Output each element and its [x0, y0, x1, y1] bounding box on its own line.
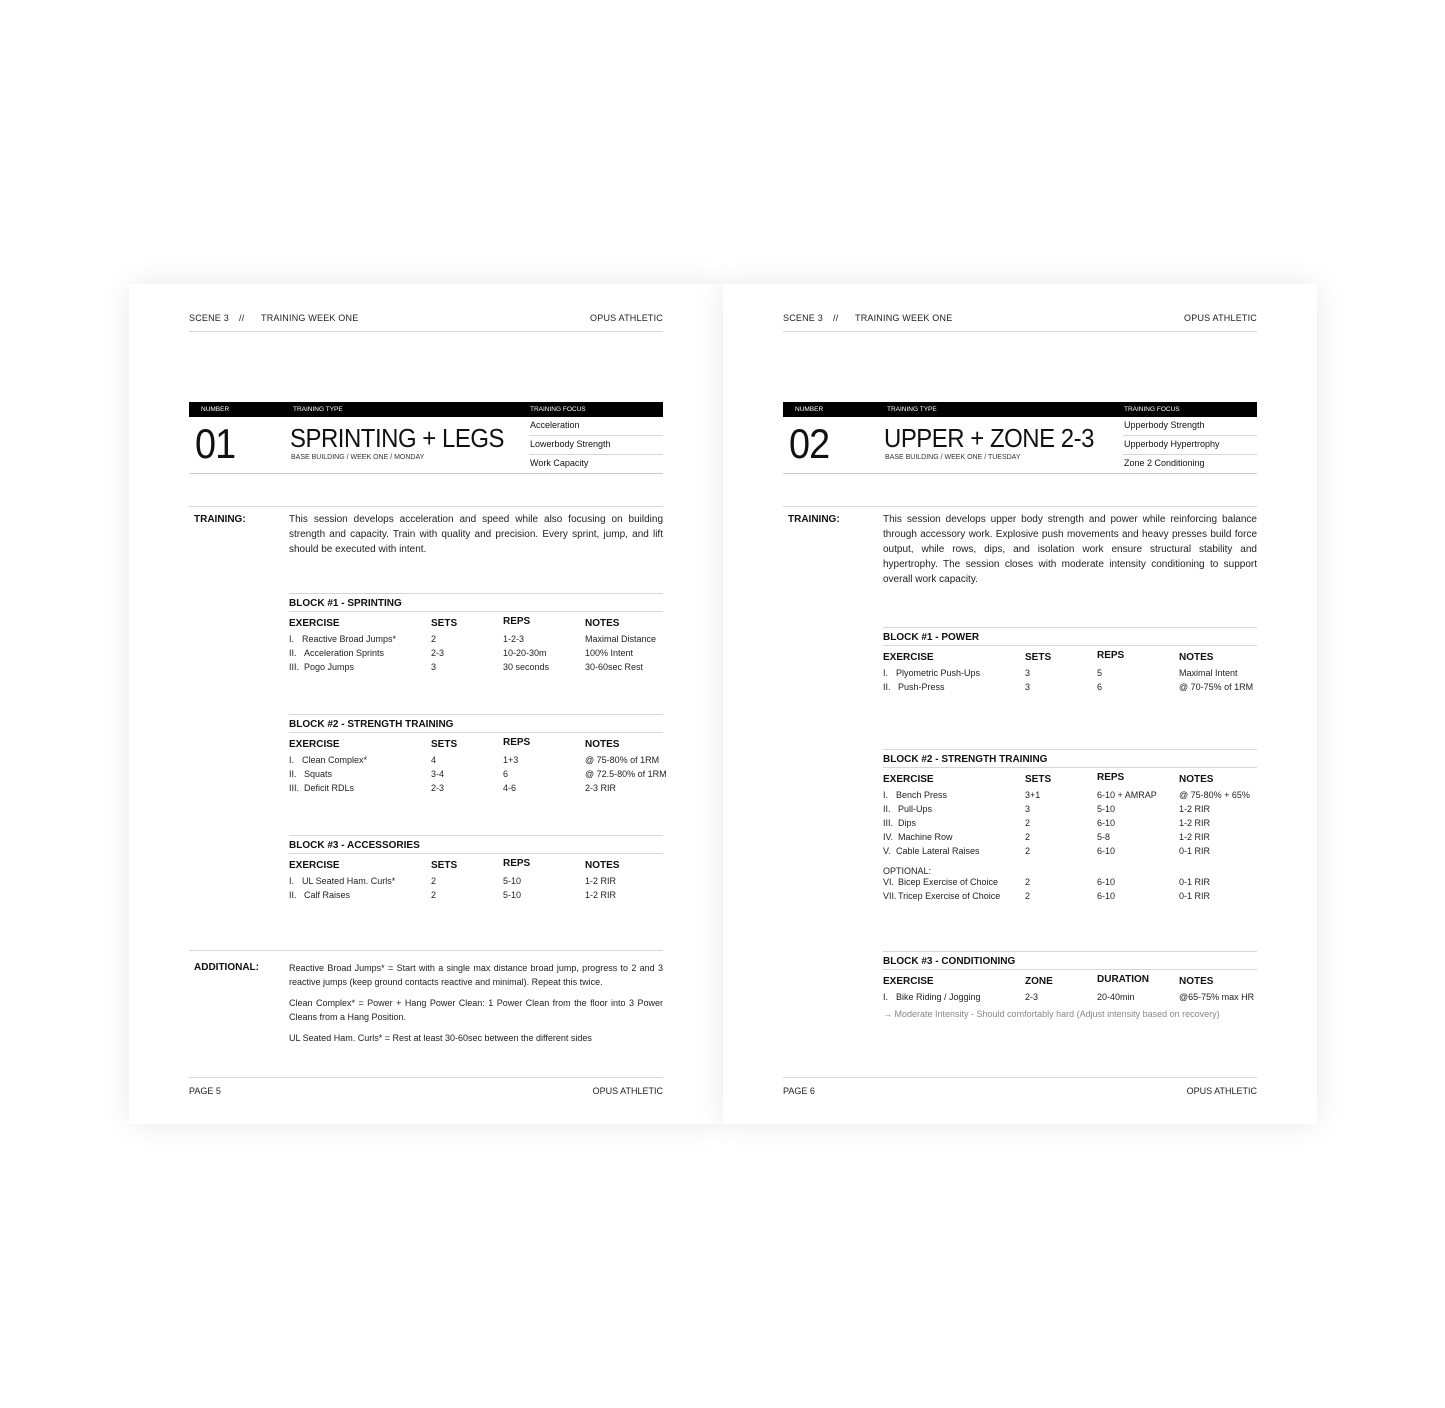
- row-numeral: I.: [289, 755, 295, 765]
- table-cell: 4-6: [503, 783, 517, 793]
- column-header: SETS: [431, 618, 458, 629]
- table-row: [289, 634, 663, 648]
- bar-number-label: NUMBER: [795, 406, 824, 413]
- row-numeral: I.: [289, 876, 295, 886]
- table-cell: 1-2 RIR: [585, 876, 617, 886]
- session-subtitle: BASE BUILDING / WEEK ONE / MONDAY: [291, 454, 425, 461]
- table-row: [883, 992, 1257, 1006]
- table-row: [883, 846, 1257, 860]
- column-header: EXERCISE: [289, 860, 340, 871]
- exercise-name: Plyometric Push-Ups: [896, 668, 981, 678]
- table-cell: @ 70-75% of 1RM: [1179, 682, 1254, 692]
- column-header: NOTES: [585, 739, 620, 750]
- exercise-cell: [883, 832, 953, 843]
- exercise-cell: [289, 769, 332, 780]
- table-cell: 100% Intent: [585, 648, 634, 658]
- column-header: DURATION: [1097, 974, 1150, 985]
- column-header: EXERCISE: [289, 618, 340, 629]
- table-row: [883, 804, 1257, 818]
- title-divider: [783, 473, 1257, 474]
- table-row: [883, 668, 1257, 682]
- header-section: TRAINING WEEK ONE: [261, 313, 359, 323]
- table-cell: @ 75-80% + 65%: [1179, 790, 1250, 800]
- header-scene: SCENE 3: [189, 313, 229, 323]
- column-header: REPS: [1097, 772, 1125, 783]
- table-cell: 5-8: [1097, 832, 1111, 842]
- exercise-cell: [883, 846, 980, 857]
- exercise-cell: [883, 818, 916, 829]
- table-cell: 1-2 RIR: [1179, 804, 1211, 814]
- row-numeral: I.: [883, 790, 889, 800]
- session-subtitle: BASE BUILDING / WEEK ONE / TUESDAY: [885, 454, 1021, 461]
- exercise-cell: [289, 634, 396, 645]
- bar-focus-label: TRAINING FOCUS: [530, 406, 586, 413]
- exercise-cell: [289, 890, 350, 901]
- page-right: [723, 284, 1317, 1124]
- title-bar: [189, 402, 663, 417]
- table-header: [289, 733, 663, 755]
- column-header: EXERCISE: [883, 976, 934, 987]
- column-header: REPS: [503, 737, 531, 748]
- block-title: BLOCK #3 - CONDITIONING: [883, 951, 1257, 970]
- header-divider: [783, 331, 1257, 332]
- exercise-cell: [883, 790, 947, 801]
- training-label: TRAINING:: [194, 514, 246, 525]
- table-row: [883, 818, 1257, 832]
- exercise-name: Cable Lateral Raises: [896, 846, 980, 856]
- exercise-name: Calf Raises: [304, 890, 351, 900]
- exercise-name: Acceleration Sprints: [304, 648, 385, 658]
- exercise-cell: [883, 668, 980, 679]
- table-cell: 2: [431, 890, 437, 900]
- exercise-cell: [289, 648, 384, 659]
- table-cell: 2: [1025, 846, 1031, 856]
- exercise-block: [289, 835, 663, 904]
- table-cell: 4: [431, 755, 437, 765]
- table-cell: 1-2 RIR: [1179, 818, 1211, 828]
- table-row: [289, 890, 663, 904]
- row-numeral: IV.: [883, 832, 894, 842]
- exercise-cell: [883, 682, 945, 693]
- table-row: [289, 783, 663, 797]
- footer-brand: OPUS ATHLETIC: [592, 1086, 663, 1096]
- table-cell: 6: [1097, 682, 1103, 692]
- table-cell: 5-10: [1097, 804, 1116, 814]
- table-cell: 2-3: [431, 783, 445, 793]
- exercise-name: Push-Press: [898, 682, 945, 692]
- exercise-cell: [289, 755, 367, 766]
- exercise-name: Machine Row: [898, 832, 953, 842]
- table-cell: 6-10: [1097, 891, 1116, 901]
- table-cell: 6-10: [1097, 818, 1116, 828]
- exercise-cell: [289, 876, 395, 887]
- exercise-name: Dips: [898, 818, 917, 828]
- exercise-name: Deficit RDLs: [304, 783, 355, 793]
- column-header: SETS: [431, 739, 458, 750]
- header-brand: OPUS ATHLETIC: [1184, 313, 1257, 323]
- page-left: [129, 284, 723, 1124]
- header-divider: [189, 331, 663, 332]
- session-title: SPRINTING + LEGS: [290, 423, 504, 453]
- column-header: EXERCISE: [883, 652, 934, 663]
- exercise-block: [289, 593, 663, 676]
- session-title: UPPER + ZONE 2-3: [884, 423, 1094, 453]
- table-cell: 0-1 RIR: [1179, 891, 1211, 901]
- exercise-name: Bicep Exercise of Choice: [898, 877, 999, 887]
- table-cell: 2: [1025, 832, 1031, 842]
- table-cell: 5-10: [503, 890, 522, 900]
- row-numeral: VI.: [883, 877, 895, 887]
- table-cell: 3: [1025, 682, 1031, 692]
- block-title: BLOCK #1 - SPRINTING: [289, 593, 663, 612]
- table-row: [289, 648, 663, 662]
- table-row: [289, 662, 663, 676]
- training-divider: [783, 506, 1257, 507]
- header-section: TRAINING WEEK ONE: [855, 313, 953, 323]
- exercise-block: [289, 714, 667, 797]
- table-cell: 0-1 RIR: [1179, 846, 1211, 856]
- table-cell: 30-60sec Rest: [585, 662, 644, 672]
- exercise-name: Pull-Ups: [898, 804, 933, 814]
- table-header: [883, 970, 1257, 992]
- table-cell: 2: [431, 876, 437, 886]
- focus-item: Acceleration: [529, 417, 663, 436]
- additional-divider: [189, 950, 663, 951]
- table-cell: 2: [1025, 818, 1031, 828]
- table-cell: 10-20-30m: [503, 648, 547, 658]
- exercise-block: [883, 951, 1257, 1020]
- row-numeral: I.: [883, 668, 889, 678]
- footer-page: PAGE 5: [189, 1086, 221, 1096]
- header-scene: SCENE 3: [783, 313, 823, 323]
- session-number: 02: [789, 420, 830, 467]
- block-title: BLOCK #2 - STRENGTH TRAINING: [883, 749, 1257, 768]
- row-numeral: II.: [883, 804, 891, 814]
- training-text: This session develops acceleration and speed while also focusing on building strength and capacity. Train with quality and precision. Every sprint, jump, and lift should be executed with intent.: [289, 514, 663, 555]
- title-divider: [189, 473, 663, 474]
- header-separator: //: [239, 313, 245, 323]
- table-cell: Maximal Intent: [1179, 668, 1238, 678]
- header-separator: //: [833, 313, 839, 323]
- block-title: BLOCK #1 - POWER: [883, 627, 1257, 646]
- table-cell: 2: [1025, 877, 1031, 887]
- table-cell: 30 seconds: [503, 662, 550, 672]
- table-cell: @65-75% max HR: [1179, 992, 1255, 1002]
- training-label: TRAINING:: [788, 514, 840, 525]
- exercise-cell: [883, 877, 998, 888]
- table-row: [289, 755, 663, 769]
- bar-type-label: TRAINING TYPE: [887, 406, 937, 413]
- bar-type-label: TRAINING TYPE: [293, 406, 343, 413]
- exercise-name: Tricep Exercise of Choice: [898, 891, 1001, 901]
- table-cell: 2: [431, 634, 437, 644]
- table-cell: 3+1: [1025, 790, 1041, 800]
- row-numeral: I.: [289, 634, 295, 644]
- table-cell: 2-3: [1025, 992, 1039, 1002]
- exercise-name: UL Seated Ham. Curls*: [302, 876, 396, 886]
- table-cell: @ 72.5-80% of 1RM: [585, 769, 667, 779]
- table-header: [289, 854, 663, 876]
- table-row: [883, 790, 1257, 804]
- exercise-cell: [289, 662, 354, 673]
- table-row: [883, 682, 1257, 696]
- row-numeral: V.: [883, 846, 891, 856]
- training-text: This session develops upper body strength and power while reinforcing balance through accessory work. Explosive push movements and heavy presses build force output, while rows, dips, and isolation work ensure structural stability and hypertrophy. The session closes with moderate intensity conditioning to support overall work capacity.: [883, 514, 1257, 585]
- exercise-cell: [883, 891, 1000, 902]
- row-numeral: II.: [289, 648, 297, 658]
- table-cell: Maximal Distance: [585, 634, 657, 644]
- column-header: NOTES: [1179, 652, 1214, 663]
- table-cell: 6-10: [1097, 846, 1116, 856]
- footer-brand: OPUS ATHLETIC: [1186, 1086, 1257, 1096]
- column-header: NOTES: [585, 618, 620, 629]
- table-row: [883, 877, 1257, 891]
- exercise-name: Bike Riding / Jogging: [896, 992, 981, 1002]
- row-numeral: II.: [883, 682, 891, 692]
- column-header: SETS: [431, 860, 458, 871]
- table-cell: 20-40min: [1097, 992, 1135, 1002]
- exercise-block: [883, 749, 1257, 905]
- table-cell: 1+3: [503, 755, 519, 765]
- title-bar: [783, 402, 1257, 417]
- table-row: [289, 769, 667, 783]
- exercise-cell: [883, 804, 932, 815]
- table-header: [289, 612, 663, 634]
- exercise-name: Pogo Jumps: [304, 662, 355, 672]
- table-cell: 3: [1025, 804, 1031, 814]
- table-cell: 3: [431, 662, 437, 672]
- focus-item: Lowerbody Strength: [529, 436, 663, 455]
- table-row: [883, 891, 1257, 905]
- column-header: NOTES: [1179, 976, 1214, 987]
- column-header: EXERCISE: [883, 774, 934, 785]
- optional-label: OPTIONAL:: [883, 866, 932, 876]
- exercise-name: Reactive Broad Jumps*: [302, 634, 397, 644]
- column-header: SETS: [1025, 774, 1052, 785]
- table-cell: 5-10: [503, 876, 522, 886]
- table-row: [289, 876, 663, 890]
- row-numeral: VII.: [883, 891, 897, 901]
- table-cell: 2-3: [431, 648, 445, 658]
- table-cell: 6-10 + AMRAP: [1097, 790, 1157, 800]
- table-row: [883, 832, 1257, 846]
- additional-note: Clean Complex* = Power + Hang Power Clean: 1 Power Clean from the floor into 3 Power Cleans from a Hang Position.: [289, 998, 663, 1022]
- table-cell: 6: [503, 769, 509, 779]
- table-cell: 1-2 RIR: [1179, 832, 1211, 842]
- column-header: NOTES: [585, 860, 620, 871]
- additional-label: ADDITIONAL:: [194, 962, 259, 973]
- table-header: [883, 646, 1257, 668]
- header-brand: OPUS ATHLETIC: [590, 313, 663, 323]
- exercise-block: [883, 627, 1257, 696]
- column-header: EXERCISE: [289, 739, 340, 750]
- exercise-name: Clean Complex*: [302, 755, 368, 765]
- exercise-name: Squats: [304, 769, 333, 779]
- focus-item: Work Capacity: [529, 455, 663, 474]
- row-numeral: III.: [289, 662, 300, 672]
- column-header: NOTES: [1179, 774, 1214, 785]
- row-numeral: II.: [289, 769, 297, 779]
- bar-focus-label: TRAINING FOCUS: [1124, 406, 1180, 413]
- row-numeral: II.: [289, 890, 297, 900]
- table-cell: 3: [1025, 668, 1031, 678]
- table-cell: 2-3 RIR: [585, 783, 617, 793]
- training-divider: [189, 506, 663, 507]
- focus-item: Upperbody Hypertrophy: [1123, 436, 1257, 455]
- table-cell: @ 75-80% of 1RM: [585, 755, 660, 765]
- footer-divider: [783, 1077, 1257, 1078]
- focus-item: Zone 2 Conditioning: [1123, 455, 1257, 474]
- additional-note: Reactive Broad Jumps* = Start with a single max distance broad jump, progress to 2 and 3 reactive jumps (keep ground contacts reactive and minimal). Repeat this twice.: [289, 963, 663, 987]
- bar-number-label: NUMBER: [201, 406, 230, 413]
- table-cell: 5: [1097, 668, 1103, 678]
- additional-notes: [289, 962, 663, 1054]
- session-number: 01: [195, 420, 236, 467]
- table-cell: 3-4: [431, 769, 445, 779]
- table-cell: 6-10: [1097, 877, 1116, 887]
- row-numeral: I.: [883, 992, 889, 1002]
- footer-divider: [189, 1077, 663, 1078]
- block-note: → Moderate Intensity - Should comfortably hard (Adjust intensity based on recovery): [883, 1009, 1220, 1019]
- block-title: BLOCK #3 - ACCESSORIES: [289, 835, 663, 854]
- table-cell: 1-2 RIR: [585, 890, 617, 900]
- column-header: REPS: [503, 858, 531, 869]
- row-numeral: III.: [883, 818, 894, 828]
- column-header: ZONE: [1025, 976, 1053, 987]
- column-header: REPS: [503, 616, 531, 627]
- table-header: [883, 768, 1257, 790]
- block-title: BLOCK #2 - STRENGTH TRAINING: [289, 714, 663, 733]
- footer-page: PAGE 6: [783, 1086, 815, 1096]
- column-header: SETS: [1025, 652, 1052, 663]
- exercise-name: Bench Press: [896, 790, 948, 800]
- focus-item: Upperbody Strength: [1123, 417, 1257, 436]
- table-cell: 0-1 RIR: [1179, 877, 1211, 887]
- exercise-cell: [289, 783, 354, 794]
- table-cell: 1-2-3: [503, 634, 525, 644]
- additional-note: UL Seated Ham. Curls* = Rest at least 30-60sec between the different sides: [289, 1033, 592, 1043]
- table-cell: 2: [1025, 891, 1031, 901]
- row-numeral: III.: [289, 783, 300, 793]
- column-header: REPS: [1097, 650, 1125, 661]
- exercise-cell: [883, 992, 981, 1003]
